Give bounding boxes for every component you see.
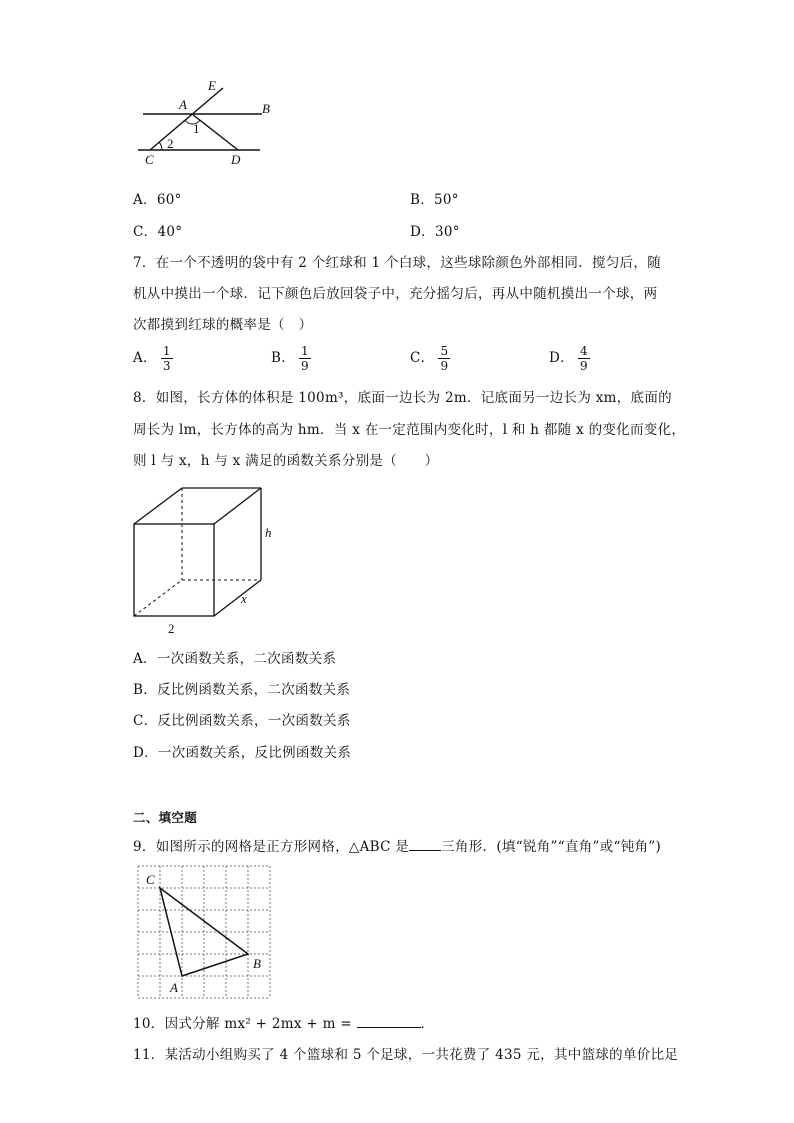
q6-option-a: A．60° [133, 192, 182, 208]
q7-line-3: 次都摸到红球的概率是（ ） [133, 317, 313, 333]
q7-line-1: 7．在一个不透明的袋中有 2 个红球和 1 个白球，这些球除颜色外部相同．搅匀后，随 [133, 255, 662, 271]
q8-option-b: B．反比例函数关系，二次函数关系 [133, 682, 351, 698]
label-c: C [146, 872, 155, 887]
fraction: $\frac{1}{9}$ [301, 344, 309, 373]
q8-cuboid-figure [128, 482, 288, 638]
label-2: 2 [168, 621, 175, 636]
cuboid-front-face [134, 524, 214, 616]
q9-text: 9．如图所示的网格是正方形网格，△ABC 是 三角形．(填“锐角”“直角”或“钝角”) [133, 836, 661, 857]
label-d: D [231, 152, 241, 167]
fraction: $\frac{4}{9}$ [579, 344, 588, 373]
q6-option-b: B．50° [410, 192, 459, 208]
answer-blank[interactable] [409, 836, 441, 851]
q7-option-c: C． $\frac{5}{9}$ [410, 344, 449, 373]
cuboid-edge [214, 580, 261, 616]
fraction: $\frac{1}{3}$ [162, 344, 171, 373]
q7-option-d: D． $\frac{4}{9}$ [549, 344, 588, 373]
q8-line-2: 周长为 lm，长方体的高为 hm．当 x 在一定范围内变化时，l 和 h 都随 x 的变化而变化， [133, 422, 686, 438]
answer-blank[interactable] [357, 1013, 421, 1028]
cuboid-edge [214, 488, 261, 524]
q8-option-a: A．一次函数关系，二次函数关系 [133, 651, 337, 667]
angle-2-arc [159, 142, 162, 150]
q11-text: 11．某活动小组购买了 4 个篮球和 5 个足球，一共花费了 435 元，其中篮球的单价比足 [133, 1047, 679, 1063]
label-e: E [208, 78, 216, 93]
q6-figure [130, 72, 280, 172]
label-b: B [262, 101, 270, 116]
label-1: 1 [193, 121, 200, 136]
q8-line-1: 8．如图，长方体的体积是 100m³，底面一边长为 2m．记底面另一边长为 xm，底面的 [133, 390, 672, 406]
section-title: 二、填空题 [133, 810, 198, 825]
q7-line-2: 机从中摸出一个球．记下颜色后放回袋子中，充分摇匀后，再从中随机摸出一个球，两 [133, 286, 658, 302]
q8-option-d: D．一次函数关系，反比例函数关系 [133, 745, 352, 761]
label-2: 2 [167, 136, 174, 151]
q9-grid-figure [130, 862, 280, 1002]
q8-option-c: C．反比例函数关系，一次函数关系 [133, 713, 351, 729]
q8-line-3: 则 l 与 x，h 与 x 满足的函数关系分别是（ ） [133, 453, 439, 469]
q6-option-c: C．40° [133, 224, 183, 240]
fraction: $\frac{5}{9}$ [440, 344, 449, 373]
label-x: x [241, 591, 247, 606]
label-b: B [253, 956, 261, 971]
q7-option-b: B． $\frac{1}{9}$ [271, 344, 309, 373]
label-c: C [145, 152, 154, 167]
cuboid-hidden-edge [134, 580, 182, 616]
q6-option-d: D．30° [410, 224, 460, 240]
label-a: A [170, 980, 178, 995]
label-h: h [265, 525, 272, 540]
grid-lines [138, 866, 270, 998]
q10-text: 10．因式分解 mx² + 2mx + m = ． [133, 1013, 434, 1034]
cuboid-edge [134, 488, 182, 524]
q7-option-a: A． $\frac{1}{3}$ [133, 344, 171, 373]
label-a: A [179, 97, 187, 112]
